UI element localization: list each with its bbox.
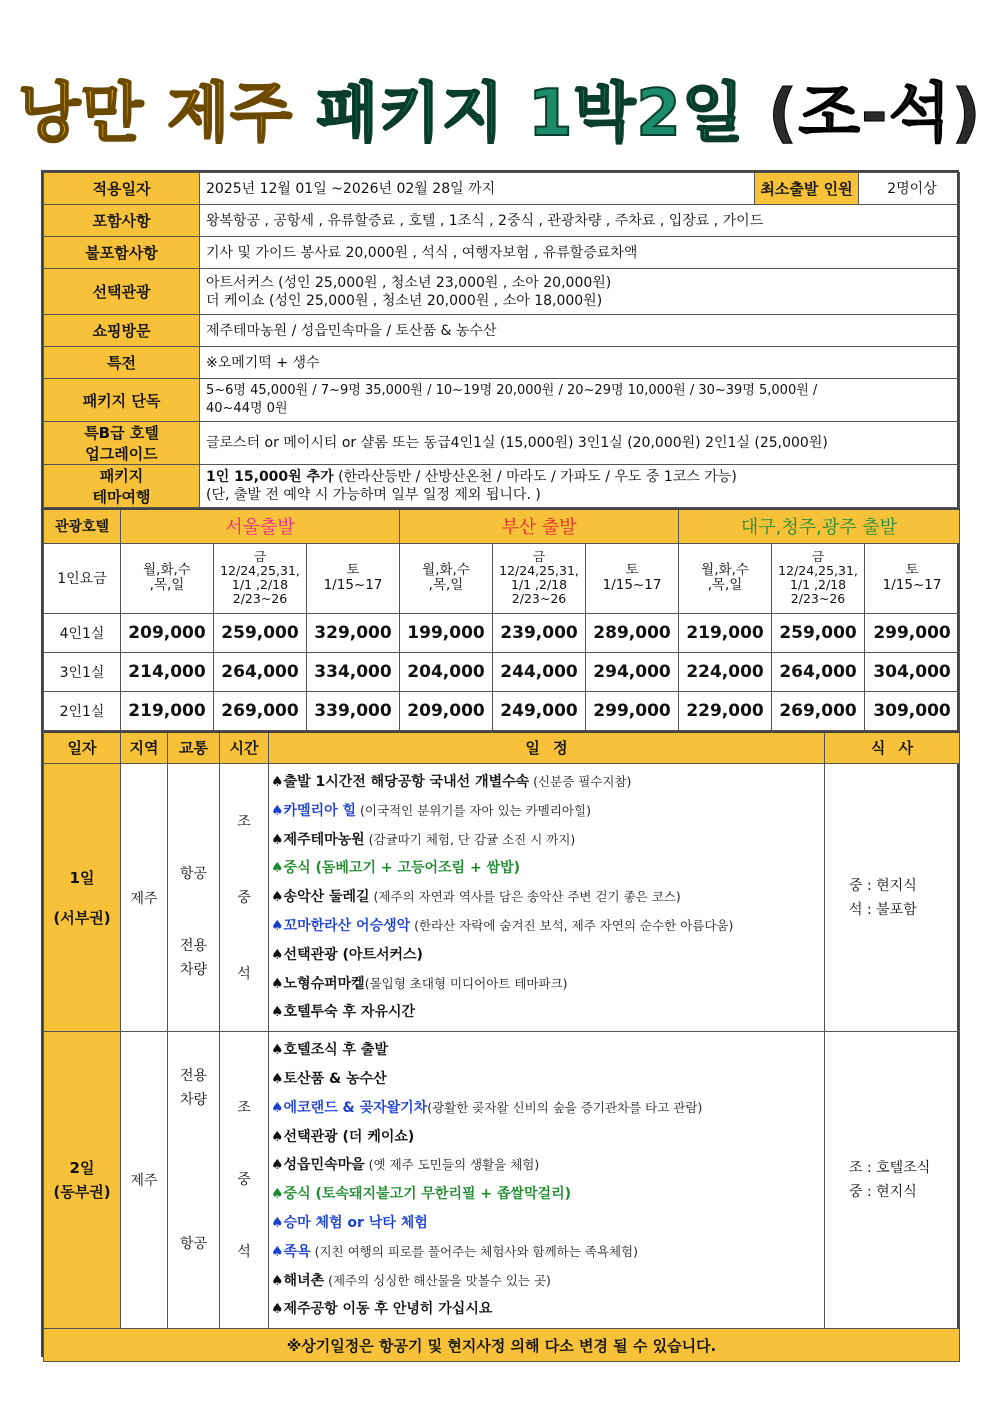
- price-cell: 269,000: [772, 691, 865, 730]
- price-col-header-row: [44, 543, 960, 613]
- day2-time: [220, 1032, 269, 1329]
- day2-region: 제주: [121, 1032, 168, 1329]
- footer-note: ※상기일정은 항공기 및 현지사정 의해 다소 변경 될 수 있습니다.: [44, 1329, 960, 1362]
- header-itinerary: 일 정: [269, 732, 825, 764]
- special-value: ※오메기떡 + 생수: [200, 347, 960, 379]
- title-part3: (조-석): [767, 77, 982, 151]
- day2-transport-bus1: 전용: [179, 1068, 208, 1085]
- theme-line1: [206, 468, 959, 486]
- city-busan: 부산 출발: [400, 509, 679, 543]
- apply-label: 적용일자: [44, 173, 200, 205]
- upgrade-label: [44, 422, 200, 465]
- col-head-friday: 금 12/24,25,31, 1/1 ,2/18 2/23~26: [214, 543, 307, 613]
- header-meal: 식 사: [825, 732, 960, 764]
- single-label: 패키지 단독: [44, 379, 200, 422]
- city-seoul: 서울출발: [121, 509, 400, 543]
- exclude-value: 기사 및 가이드 봉사료 20,000원 , 석식 , 여행자보험 , 유류할증료차액: [200, 237, 960, 269]
- day1-transport-bus1: 전용: [179, 937, 208, 954]
- itinerary-item: ♠꼬마한라산 어승생악 (한라산 자락에 숨겨진 보석, 제주 자연의 순수한 아름다움): [271, 917, 734, 934]
- option-label: 선택관광: [44, 269, 200, 315]
- header-day: 일자: [44, 732, 121, 764]
- min-value: 2명이상: [859, 173, 960, 205]
- price-cell: 239,000: [493, 613, 586, 652]
- upgrade-label-line2: 업그레이드: [85, 445, 158, 463]
- day1-meal-lunch: 중 : 현지식: [849, 877, 917, 894]
- header-region: 지역: [121, 732, 168, 764]
- price-cell: 224,000: [679, 652, 772, 691]
- day2-meals: [825, 1032, 960, 1329]
- price-cell: 259,000: [772, 613, 865, 652]
- day1-meal-dinner: 석 : 불포함: [849, 901, 917, 918]
- price-cell: 309,000: [865, 691, 960, 730]
- day2-row: [44, 1032, 960, 1329]
- day1-region: 제주: [121, 764, 168, 1032]
- info-table: [43, 172, 960, 508]
- day2-transport: [168, 1032, 220, 1329]
- price-cell: 204,000: [400, 652, 493, 691]
- page-title: [0, 62, 1000, 154]
- city-daegu: 대구,청주,광주 출발: [679, 509, 960, 543]
- price-cell: 259,000: [214, 613, 307, 652]
- room-type: 4인1실: [44, 613, 121, 652]
- include-value: 왕복항공 , 공항세 , 유류할증료 , 호텔 , 1조식 , 2중식 , 관광차량 , 주차료 , 입장료 , 가이드: [200, 205, 960, 237]
- theme-line2: (단, 출발 전 예약 시 가능하며 일부 일정 제외 됩니다. ): [206, 487, 541, 503]
- hotel-label: 관광호텔: [44, 509, 121, 543]
- day1-time: [220, 764, 269, 1032]
- itinerary-item: ♠제주공항 이동 후 안녕히 가십시요: [271, 1301, 493, 1318]
- col-head-weekday: 월,화,수 ,목,일: [400, 543, 493, 613]
- footer-row: [44, 1329, 960, 1362]
- price-cell: 249,000: [493, 691, 586, 730]
- price-cell: 219,000: [679, 613, 772, 652]
- day1-time-dinner: 석: [237, 965, 251, 982]
- itinerary-item: ♠중식 (토속돼지불고기 무한리필 + 좁쌀막걸리): [271, 1186, 572, 1203]
- schedule-header: [44, 732, 960, 764]
- exclude-label: 불포함사항: [44, 237, 200, 269]
- day2-meal-lunch: 중 : 현지식: [849, 1184, 917, 1201]
- day1-itinerary: [269, 764, 825, 1032]
- price-row-2: [44, 691, 960, 730]
- title-part1: 낭만 제주: [18, 77, 293, 151]
- itinerary-item: ♠호텔조식 후 출발: [271, 1042, 388, 1059]
- col-head-weekday: 월,화,수 ,목,일: [679, 543, 772, 613]
- theme-label-line1: 패키지: [99, 467, 144, 485]
- day1-transport-bus2: 차량: [179, 961, 208, 978]
- single-value: [200, 379, 960, 422]
- price-cell: 199,000: [400, 613, 493, 652]
- day2-area: (동부권): [53, 1183, 111, 1202]
- price-cell: 209,000: [400, 691, 493, 730]
- apply-value: 2025년 12월 01일 ~2026년 02월 28일 까지: [200, 173, 755, 205]
- theme-label-line2: 테마여행: [92, 488, 151, 506]
- col-head-weekday: 월,화,수 ,목,일: [121, 543, 214, 613]
- shopping-label: 쇼핑방문: [44, 315, 200, 347]
- itinerary-item: ♠노형슈퍼마켙(몰입형 초대형 미디어아트 테마파크): [271, 975, 568, 992]
- title-part2: 패키지 1박2일: [316, 77, 745, 151]
- day1-area: (서부권): [53, 908, 111, 927]
- day2-transport-bus2: 차량: [179, 1092, 208, 1109]
- schedule-table: [43, 731, 960, 1363]
- price-row-4: [44, 613, 960, 652]
- itinerary-item: ♠승마 체험 or 낙타 체험: [271, 1214, 428, 1231]
- itinerary-item: ♠호텔투숙 후 자유시간: [271, 1004, 416, 1021]
- theme-courses: (한라산등반 / 산방산온천 / 마라도 / 가파도 / 우도 중 1코스 가능): [333, 469, 737, 485]
- day2-time-breakfast: 조: [237, 1100, 251, 1117]
- single-line2: 40~44명 0원: [206, 401, 288, 416]
- price-cell: 299,000: [865, 613, 960, 652]
- col-head-saturday: 토 1/15~17: [307, 543, 400, 613]
- col-head-saturday: 토 1/15~17: [586, 543, 679, 613]
- day1-time-breakfast: 조: [237, 813, 251, 830]
- price-table: [43, 508, 960, 731]
- upgrade-value: 글로스터 or 메이시티 or 샬롬 또는 동급4인1실 (15,000원) 3인1실 (20,000원) 2인1실 (25,000원): [200, 422, 960, 465]
- option-line1: 아트서커스 (성인 25,000원 , 청소년 23,000원 , 소아 20,000원): [206, 274, 612, 291]
- itinerary-item: ♠카멜리아 힐 (이국적인 분위기를 자아 있는 카멜리아힐): [271, 802, 591, 819]
- day2-itinerary: [269, 1032, 825, 1329]
- day1-row: [44, 764, 960, 1032]
- price-cell: 209,000: [121, 613, 214, 652]
- theme-value: [200, 465, 960, 508]
- day1-meals: [825, 764, 960, 1032]
- day1-transport: [168, 764, 220, 1032]
- day2-number: 2일: [69, 1159, 95, 1178]
- price-cell: 339,000: [307, 691, 400, 730]
- itinerary-item: ♠출발 1시간전 해당공항 국내선 개별수속 (신분증 필수지참): [271, 774, 632, 790]
- header-transport: 교통: [168, 732, 220, 764]
- itinerary-item: ♠성읍민속마을 (옛 제주 도민들의 생활을 체험): [271, 1157, 540, 1174]
- room-type: 2인1실: [44, 691, 121, 730]
- itinerary-item: ♠해녀촌 (제주의 싱싱한 해산물을 맛볼수 있는 곳): [271, 1272, 551, 1289]
- person-label: 1인요금: [44, 543, 121, 613]
- price-cell: 289,000: [586, 613, 679, 652]
- price-cell: 264,000: [772, 652, 865, 691]
- day1-number: 1일: [69, 868, 95, 887]
- price-cell: 304,000: [865, 652, 960, 691]
- include-label: 포함사항: [44, 205, 200, 237]
- price-cell: 334,000: [307, 652, 400, 691]
- price-row-3: [44, 652, 960, 691]
- itinerary-item: ♠선택관광 (더 케이쇼): [271, 1128, 415, 1145]
- price-cell: 229,000: [679, 691, 772, 730]
- package-document: [41, 170, 959, 1357]
- day2-label: [44, 1032, 121, 1329]
- price-cell: 214,000: [121, 652, 214, 691]
- day2-transport-air: 항공: [179, 1236, 208, 1253]
- itinerary-item: ♠족욕 (지친 여행의 피로를 풀어주는 체험사와 함께하는 족욕체험): [271, 1243, 638, 1260]
- theme-price: 1인 15,000원 추가: [206, 469, 334, 485]
- upgrade-label-line1: 특B급 호텔: [84, 424, 159, 442]
- col-head-friday: 금 12/24,25,31, 1/1 ,2/18 2/23~26: [493, 543, 586, 613]
- shopping-value: 제주테마농원 / 성읍민속마을 / 토산품 & 농수산: [200, 315, 960, 347]
- price-cell: 244,000: [493, 652, 586, 691]
- header-time: 시간: [220, 732, 269, 764]
- day1-label: [44, 764, 121, 1032]
- price-cell: 269,000: [214, 691, 307, 730]
- min-label: 최소출발 인원: [755, 173, 859, 205]
- itinerary-item: ♠토산품 & 농수산: [271, 1070, 387, 1087]
- itinerary-item: ♠송악산 둘레길 (제주의 자연과 역사를 담은 송악산 주변 걷기 좋은 코스): [271, 889, 681, 906]
- special-label: 특전: [44, 347, 200, 379]
- option-line2: 더 케이쇼 (성인 25,000원 , 청소년 20,000원 , 소아 18,000원): [206, 292, 603, 309]
- room-type: 3인1실: [44, 652, 121, 691]
- day2-meal-breakfast: 조 : 호텔조식: [849, 1160, 931, 1177]
- day1-transport-air: 항공: [179, 865, 208, 882]
- option-value: [200, 269, 960, 315]
- day2-time-lunch: 중: [237, 1172, 251, 1189]
- col-head-friday: 금 12/24,25,31, 1/1 ,2/18 2/23~26: [772, 543, 865, 613]
- price-cell: 219,000: [121, 691, 214, 730]
- itinerary-item: ♠선택관광 (아트서커스): [271, 946, 423, 963]
- day1-time-lunch: 중: [237, 889, 251, 906]
- day2-time-dinner: 석: [237, 1244, 251, 1261]
- itinerary-item: ♠제주테마농원 (감귤따기 체험, 단 감귤 소진 시 까지): [271, 831, 576, 848]
- col-head-saturday: 토 1/15~17: [865, 543, 960, 613]
- price-cell: 294,000: [586, 652, 679, 691]
- price-cell: 264,000: [214, 652, 307, 691]
- price-cell: 329,000: [307, 613, 400, 652]
- theme-label: [44, 465, 200, 508]
- price-cell: 299,000: [586, 691, 679, 730]
- itinerary-item: ♠중식 (돔베고기 + 고등어조림 + 쌈밥): [271, 860, 520, 877]
- itinerary-item: ♠에코랜드 & 곶자왈기차(광활한 곶자왈 신비의 숲을 증기관차를 타고 관람): [271, 1099, 703, 1116]
- single-line1: 5~6명 45,000원 / 7~9명 35,000원 / 10~19명 20,000원 / 20~29명 10,000원 / 30~39명 5,000원 /: [206, 383, 818, 398]
